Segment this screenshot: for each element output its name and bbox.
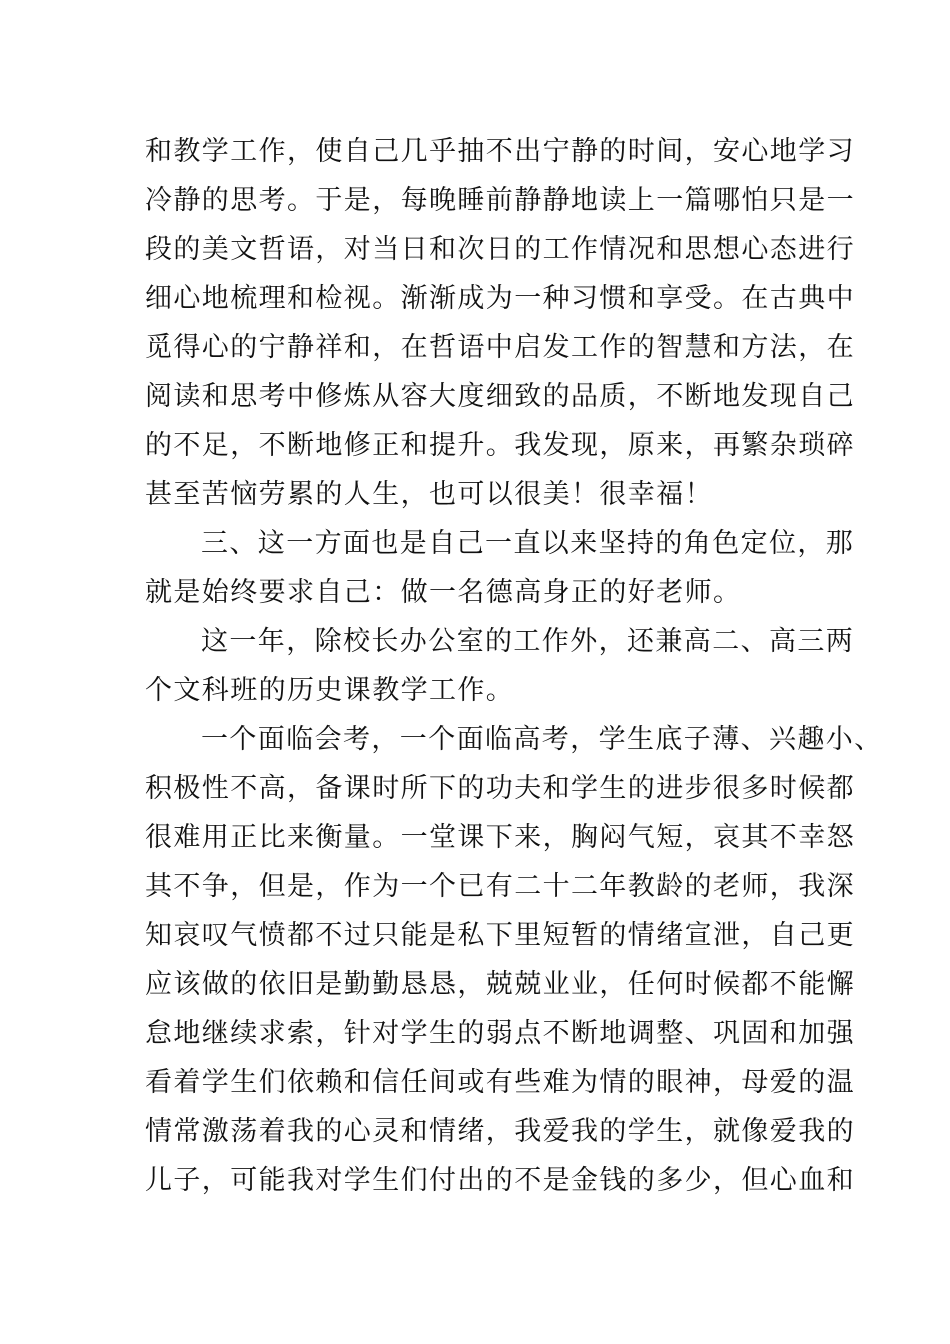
text-line: 甚至苦恼劳累的人生，也可以很美！很幸福！ bbox=[145, 479, 713, 510]
text-line: 知哀叹气愤都不过只能是私下里短暂的情绪宣泄，自己更 bbox=[145, 920, 855, 951]
paragraph-start-line: 一个面临会考，一个面临高考，学生底子薄、兴趣小、 bbox=[201, 724, 883, 755]
text-line: 和教学工作，使自己几乎抽不出宁静的时间，安心地学习 bbox=[145, 136, 855, 167]
text-line: 觅得心的宁静祥和，在哲语中启发工作的智慧和方法，在 bbox=[145, 332, 855, 363]
body-text bbox=[145, 127, 883, 1205]
text-line: 儿子，可能我对学生们付出的不是金钱的多少，但心血和 bbox=[145, 1165, 855, 1196]
paragraph-start-line: 这一年，除校长办公室的工作外，还兼高二、高三两 bbox=[201, 626, 855, 657]
paragraph-start-line: 三、这一方面也是自己一直以来坚持的角色定位，那 bbox=[201, 528, 855, 559]
text-line: 冷静的思考。于是，每晚睡前静静地读上一篇哪怕只是一 bbox=[145, 185, 855, 216]
text-line: 情常激荡着我的心灵和情绪，我爱我的学生，就像爱我的 bbox=[145, 1116, 855, 1147]
text-line: 很难用正比来衡量。一堂课下来，胸闷气短，哀其不幸怒 bbox=[145, 822, 855, 853]
text-line: 细心地梳理和检视。渐渐成为一种习惯和享受。在古典中 bbox=[145, 283, 855, 314]
text-line: 个文科班的历史课教学工作。 bbox=[145, 675, 515, 706]
text-line: 就是始终要求自己：做一名德高身正的好老师。 bbox=[145, 577, 742, 608]
text-line: 积极性不高，备课时所下的功夫和学生的进步很多时候都 bbox=[145, 773, 855, 804]
text-line: 其不争，但是，作为一个已有二十二年教龄的老师，我深 bbox=[145, 871, 855, 902]
text-line: 阅读和思考中修炼从容大度细致的品质，不断地发现自己 bbox=[145, 381, 855, 412]
text-line: 段的美文哲语，对当日和次日的工作情况和思想心态进行 bbox=[145, 234, 855, 265]
text-line: 应该做的依旧是勤勤恳恳，兢兢业业，任何时候都不能懈 bbox=[145, 969, 855, 1000]
text-line: 的不足，不断地修正和提升。我发现，原来，再繁杂琐碎 bbox=[145, 430, 855, 461]
text-line: 怠地继续求索，针对学生的弱点不断地调整、巩固和加强 bbox=[145, 1018, 855, 1049]
text-line: 看着学生们依赖和信任间或有些难为情的眼神，母爱的温 bbox=[145, 1067, 855, 1098]
